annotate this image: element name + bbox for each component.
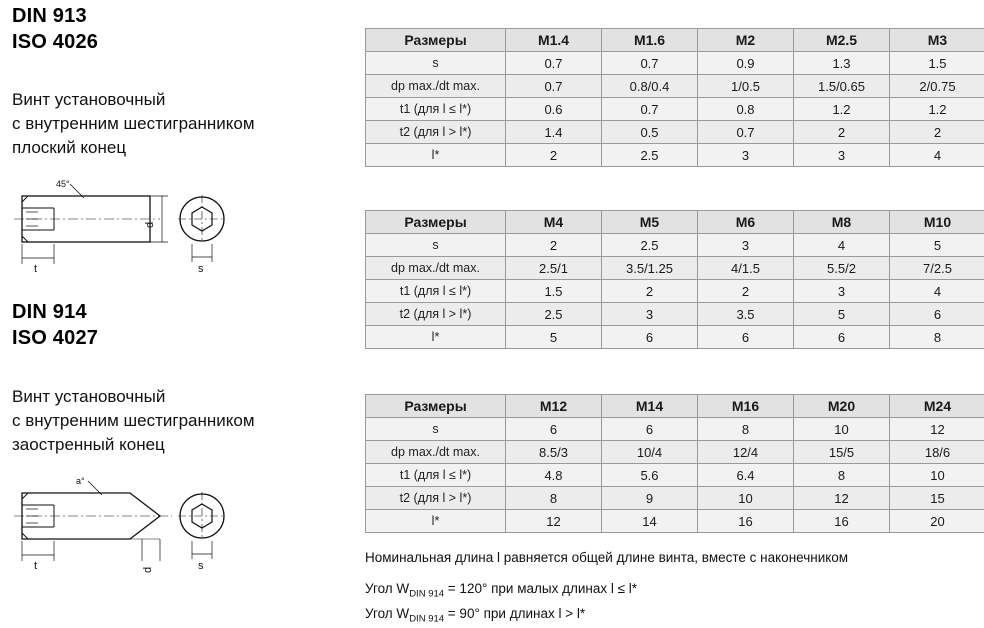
cell: 18/6 <box>890 441 984 464</box>
cell: 1.4 <box>506 121 602 144</box>
cell: 6 <box>506 418 602 441</box>
row-label: t2 (для l > l*) <box>366 303 506 326</box>
cell: 2 <box>602 280 698 303</box>
row-label: s <box>366 52 506 75</box>
cell: 8 <box>794 464 890 487</box>
cell: 2 <box>506 144 602 167</box>
column-header: M16 <box>698 395 794 418</box>
dimensions-table-2 <box>365 210 984 349</box>
cell: 3 <box>698 144 794 167</box>
standard-line-iso4027: ISO 4027 <box>12 326 99 349</box>
table-row <box>366 441 984 464</box>
drawing-angle-label: a° <box>76 476 85 486</box>
cell: 3 <box>794 144 890 167</box>
column-header: M8 <box>794 211 890 234</box>
column-header: M2 <box>698 29 794 52</box>
table-row <box>366 510 984 533</box>
drawing-d-label: d <box>142 566 154 573</box>
cell: 12 <box>794 487 890 510</box>
column-header: M14 <box>602 395 698 418</box>
cell: 5 <box>506 326 602 349</box>
cell: 0.7 <box>698 121 794 144</box>
drawing-din914-svg <box>10 475 250 580</box>
note-angle-120-suffix: = 120° при малых длинах l ≤ l* <box>444 580 638 596</box>
cell: 6 <box>890 303 984 326</box>
cell: 1.5 <box>890 52 984 75</box>
cell: 12 <box>506 510 602 533</box>
cell: 10/4 <box>602 441 698 464</box>
cell: 6 <box>794 326 890 349</box>
cell: 0.7 <box>506 75 602 98</box>
drawing-din913 <box>10 178 250 288</box>
cell: 4.8 <box>506 464 602 487</box>
cell: 3 <box>602 303 698 326</box>
standard-line-iso4026: ISO 4026 <box>12 30 99 53</box>
description-line-2: с внутренним шестигранником <box>12 411 255 431</box>
description-line-3: заостренный конец <box>12 435 165 455</box>
row-label: t1 (для l ≤ l*) <box>366 280 506 303</box>
column-header: Размеры <box>366 395 506 418</box>
drawing-s-label: s <box>198 560 204 572</box>
standard-title-din914 <box>12 300 98 351</box>
cell: 2 <box>890 121 984 144</box>
table-row <box>366 418 984 441</box>
column-header: M20 <box>794 395 890 418</box>
cell: 10 <box>698 487 794 510</box>
cell: 0.6 <box>506 98 602 121</box>
cell: 2 <box>698 280 794 303</box>
description-din914 <box>12 385 342 457</box>
cell: 12 <box>890 418 984 441</box>
cell: 0.7 <box>602 52 698 75</box>
row-label: t2 (для l > l*) <box>366 121 506 144</box>
cell: 0.7 <box>602 98 698 121</box>
cell: 14 <box>602 510 698 533</box>
cell: 8 <box>890 326 984 349</box>
column-header: M3 <box>890 29 984 52</box>
column-header: M2.5 <box>794 29 890 52</box>
cell: 12/4 <box>698 441 794 464</box>
note-angle-90-prefix: Угол W <box>365 606 410 622</box>
standard-line-din914: DIN 914 <box>12 301 87 323</box>
description-line-2: с внутренним шестигранником <box>12 114 255 134</box>
column-header: Размеры <box>366 211 506 234</box>
drawing-t-label: t <box>34 263 38 275</box>
standard-line-din913: DIN 913 <box>12 5 87 27</box>
dimensions-table-2-wrap <box>365 210 984 349</box>
table-row <box>366 75 984 98</box>
column-header: M1.6 <box>602 29 698 52</box>
dimensions-table-1 <box>365 28 984 167</box>
table-row <box>366 326 984 349</box>
description-line-3: плоский конец <box>12 138 127 158</box>
note-angle-120 <box>365 579 965 602</box>
cell: 5.5/2 <box>794 257 890 280</box>
note-angle-90-sub: DIN 914 <box>409 614 445 626</box>
cell: 3 <box>794 280 890 303</box>
row-label: t1 (для l ≤ l*) <box>366 98 506 121</box>
cell: 1.3 <box>794 52 890 75</box>
notes-block <box>365 548 965 628</box>
cell: 4 <box>794 234 890 257</box>
dimensions-table-3 <box>365 394 984 533</box>
row-label: l* <box>366 144 506 167</box>
description-line-1: Винт установочный <box>12 90 166 109</box>
drawing-angle-label: 45° <box>56 179 70 189</box>
cell: 4 <box>890 144 984 167</box>
cell: 10 <box>890 464 984 487</box>
drawing-din913-svg <box>10 178 250 283</box>
table-row <box>366 303 984 326</box>
cell: 0.8/0.4 <box>602 75 698 98</box>
drawing-din914 <box>10 475 250 585</box>
cell: 1/0.5 <box>698 75 794 98</box>
cell: 5 <box>794 303 890 326</box>
cell: 6 <box>698 326 794 349</box>
cell: 3.5 <box>698 303 794 326</box>
drawing-d-label: d <box>144 221 156 228</box>
cell: 3.5/1.25 <box>602 257 698 280</box>
drawing-s-label: s <box>198 263 204 275</box>
table-row <box>366 464 984 487</box>
row-label: dp max./dt max. <box>366 257 506 280</box>
cell: 6 <box>602 326 698 349</box>
cell: 6.4 <box>698 464 794 487</box>
cell: 2/0.75 <box>890 75 984 98</box>
table-row <box>366 487 984 510</box>
cell: 4/1.5 <box>698 257 794 280</box>
cell: 0.5 <box>602 121 698 144</box>
note-angle-120-sub: DIN 914 <box>409 588 445 600</box>
cell: 15/5 <box>794 441 890 464</box>
note-angle-120-prefix: Угол W <box>365 580 410 596</box>
cell: 3 <box>698 234 794 257</box>
table-row <box>366 280 984 303</box>
row-label: s <box>366 234 506 257</box>
cell: 6 <box>602 418 698 441</box>
column-header: M5 <box>602 211 698 234</box>
row-label: t2 (для l > l*) <box>366 487 506 510</box>
row-label: t1 (для l ≤ l*) <box>366 464 506 487</box>
table-row <box>366 121 984 144</box>
column-header: M24 <box>890 395 984 418</box>
cell: 1.2 <box>890 98 984 121</box>
column-header: M1.4 <box>506 29 602 52</box>
table-row <box>366 98 984 121</box>
cell: 0.9 <box>698 52 794 75</box>
cell: 2 <box>506 234 602 257</box>
cell: 16 <box>698 510 794 533</box>
cell: 5.6 <box>602 464 698 487</box>
cell: 8 <box>698 418 794 441</box>
row-label: dp max./dt max. <box>366 441 506 464</box>
row-label: dp max./dt max. <box>366 75 506 98</box>
row-label: s <box>366 418 506 441</box>
description-din913 <box>12 88 342 160</box>
cell: 9 <box>602 487 698 510</box>
cell: 8 <box>506 487 602 510</box>
table-header-row <box>366 395 984 418</box>
row-label: l* <box>366 326 506 349</box>
note-nominal-length: Номинальная длина l равняется общей длине винта, вместе с наконечником <box>365 550 849 565</box>
cell: 4 <box>890 280 984 303</box>
column-header: M4 <box>506 211 602 234</box>
dimensions-table-3-wrap <box>365 394 984 533</box>
cell: 0.7 <box>506 52 602 75</box>
cell: 20 <box>890 510 984 533</box>
cell: 15 <box>890 487 984 510</box>
cell: 1.5/0.65 <box>794 75 890 98</box>
table-header-row <box>366 211 984 234</box>
note-angle-90 <box>365 604 965 627</box>
note-angle-90-suffix: = 90° при длинах l > l* <box>444 606 586 622</box>
description-line-1: Винт установочный <box>12 387 166 406</box>
left-column <box>10 0 350 628</box>
standard-title-din913 <box>12 4 98 55</box>
table-row <box>366 234 984 257</box>
drawing-t-label: t <box>34 560 38 572</box>
cell: 2.5 <box>602 234 698 257</box>
cell: 1.5 <box>506 280 602 303</box>
column-header: Размеры <box>366 29 506 52</box>
table-row <box>366 257 984 280</box>
table-row <box>366 52 984 75</box>
column-header: M10 <box>890 211 984 234</box>
row-label: l* <box>366 510 506 533</box>
cell: 2.5 <box>602 144 698 167</box>
column-header: M12 <box>506 395 602 418</box>
cell: 1.2 <box>794 98 890 121</box>
cell: 10 <box>794 418 890 441</box>
cell: 2 <box>794 121 890 144</box>
column-header: M6 <box>698 211 794 234</box>
cell: 0.8 <box>698 98 794 121</box>
cell: 5 <box>890 234 984 257</box>
cell: 8.5/3 <box>506 441 602 464</box>
table-row <box>366 144 984 167</box>
cell: 2.5/1 <box>506 257 602 280</box>
cell: 2.5 <box>506 303 602 326</box>
cell: 7/2.5 <box>890 257 984 280</box>
cell: 16 <box>794 510 890 533</box>
dimensions-table-1-wrap <box>365 28 984 167</box>
table-header-row <box>366 29 984 52</box>
